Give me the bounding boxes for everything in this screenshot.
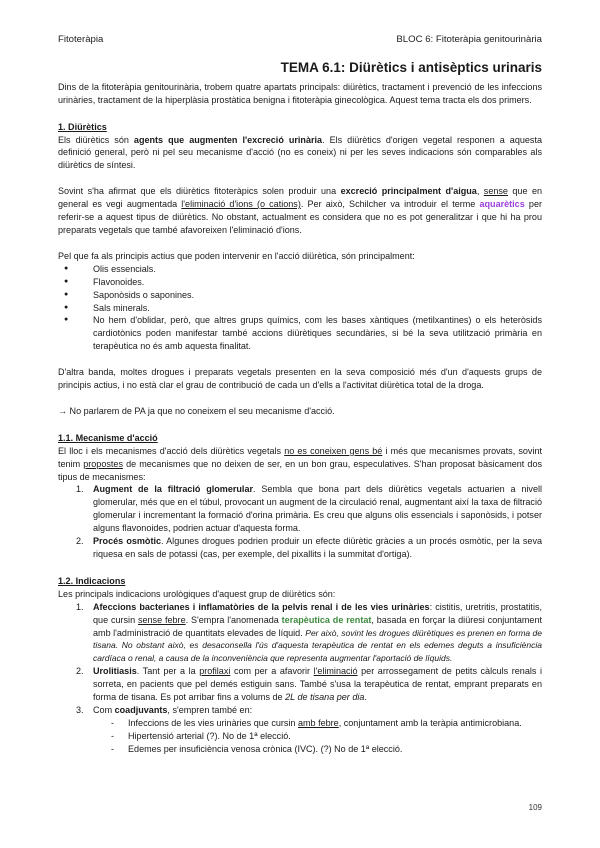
- text: Els diürètics són: [58, 134, 134, 145]
- text: com per a afavorir: [230, 666, 314, 677]
- bold-text: coadjuvants: [114, 704, 168, 715]
- bullet-list: [58, 263, 542, 353]
- text: i més que mecanismes provats, sovint tenim: [58, 445, 543, 469]
- text: . Tant per a la: [136, 666, 200, 677]
- list-item: [58, 483, 542, 535]
- text: : cistitis, uretritis, prostatitis, que cursin: [93, 601, 542, 625]
- bold-text: Urolitiasis: [93, 666, 137, 677]
- text: per arrossegament de petits càlculs renals i sorreta, en pacients que pel demés estiguin sans. També s'usa la terapèutica de rentat, emprant preparats en forma de tisana. Es pot arribar fins a volums de: [93, 666, 542, 703]
- list-item: ● Flavonoides.: [58, 276, 542, 289]
- list-item: [58, 535, 542, 561]
- text: . Sembla que bona part dels diürètics vegetals actuarien a nivell glomerular, més que en el túbul, provocant un augment de la circulació renal, augmentant així la taxa de filtració glomerular i incrementant la formació d'orina primària. Es creu que alguns olis essencials i saponòsids, i potser alguns flavonoides, podrien actuar d'aquesta forma.: [93, 484, 542, 534]
- paragraph-definition: [58, 134, 542, 173]
- text: de mecanismes que no deixen de ser, en un bon grau, especulatives. S'han proposat bàsicament dos tipus de mecanismes:: [58, 458, 542, 482]
- dash-list: [93, 717, 542, 756]
- paragraph-active-principles: Pel que fa als principis actius que poden intervenir en l'acció diürètica, són principalment:: [58, 250, 415, 261]
- text: , s'empren també en:: [167, 704, 253, 715]
- text: Com: [93, 704, 115, 715]
- page-title: TEMA 6.1: Diürètics i antisèptics urinaris: [280, 59, 542, 75]
- text: . Els diürètics d'origen vegetal responen a aquesta definició general, però ni pel seu mecanisme d'acció (no es coneix) ni per les seves indicacions són comparables als diürètics de síntesi.: [58, 134, 542, 171]
- page-header: [58, 34, 542, 47]
- highlight-aquaretics: aquarètics: [479, 199, 525, 210]
- paragraph-mechanism: [58, 445, 542, 484]
- indications-list: [58, 601, 542, 756]
- list-item: [93, 730, 542, 743]
- underlined-text: propostes: [83, 458, 123, 469]
- page-number: 109: [528, 803, 542, 812]
- item-number: 1.: [76, 484, 84, 495]
- paragraph-composition: D'altra banda, moltes drogues i preparats vegetals presenten en la seva composició més d'un d'aquests grups de principis actius, i no està clar el grau de contribució de cada un d'ells a l'activitat diürètica total de la droga.: [58, 367, 542, 391]
- text: , basada en forçar la diüresi conjuntament amb l'administració de quantitats elevades de líquid.: [93, 614, 542, 638]
- list-item: [58, 601, 542, 666]
- underlined-text: sense: [483, 186, 508, 197]
- list-item: ● Saponòsids o saponines.: [58, 289, 542, 302]
- text: Infeccions de les vies urinàries que cursin: [128, 717, 298, 728]
- text: per referir-se a aquest tipus de diürètics. No obstant, actualment es considera que no es pot generalitzar i que hi ha prou preparats vegetals que també afavoreixen l'eliminació d'ions.: [58, 199, 542, 235]
- item-number: 1.: [76, 601, 84, 612]
- bold-text: agents que augmenten l'excreció urinària: [133, 134, 323, 145]
- underlined-text: no es coneixen gens bé: [284, 445, 383, 456]
- mechanism-list: [58, 483, 542, 560]
- text: , conjuntament amb la teràpia antimicrobiana.: [338, 717, 522, 728]
- header-subject: Fitoteràpia: [58, 34, 104, 45]
- highlight-wash-therapy: terapèutica de rentat: [281, 614, 372, 625]
- italic-text: 2L de tisana per dia: [285, 692, 365, 703]
- list-item: ● No hem d'oblidar, però, que altres grups químics, com les bases xàntiques (metilxantines) o els heteròsids cardiotònics poden manifestar també accions diürètiques secundàries, si bé la seva utilització primària en terapèutica no és amb aquesta finalitat.: [58, 314, 542, 353]
- list-item: [58, 665, 542, 704]
- section-heading-indications: 1.2. Indicacions: [58, 575, 126, 586]
- bold-text: Procés osmòtic: [93, 536, 161, 547]
- list-item: [58, 704, 542, 756]
- item-number: 2.: [76, 666, 84, 677]
- list-item: [93, 717, 542, 730]
- intro-paragraph: Dins de la fitoteràpia genitourinària, trobem quatre apartats principals: diürètics, tractament i prevenció de les infeccions urinàries, tractament de la hiperplàsia prostàtica benigna i fitoteràpia ginecològica. Aquest tema tracta els dos primers.: [58, 81, 542, 105]
- paragraph-indications: Les principals indicacions urològiques d'aquest grup de diürètics són:: [58, 588, 336, 599]
- underlined-text: sense febre: [137, 614, 186, 625]
- bold-text: Afeccions bacterianes i inflamatòries de la pelvis renal i de les vies urinàries: [93, 601, 430, 612]
- text: Sovint s'ha afirmat que els diürètics fitoteràpics solen produir una: [58, 186, 341, 197]
- underlined-text: l'eliminació d'ions (o cations): [181, 199, 301, 210]
- list-item: [93, 743, 542, 756]
- header-block: BLOC 6: Fitoteràpia genitourinària: [396, 34, 542, 45]
- underlined-text: amb febre: [297, 717, 339, 728]
- text: Hipertensió arterial (?). No de 1ª elecció.: [128, 730, 291, 741]
- section-heading-mechanism: 1.1. Mecanisme d'acció: [58, 432, 158, 443]
- text: Edemes per insuficiència venosa crònica (IVC). (?) No de 1ª elecció.: [128, 743, 403, 754]
- text: .: [364, 692, 367, 703]
- text: que en general es vegi augmentada: [58, 186, 543, 210]
- underlined-text: l'eliminació: [313, 666, 358, 677]
- underlined-text: profilaxi: [199, 666, 231, 677]
- section-heading-diuretics: 1. Diürètics: [58, 121, 107, 132]
- text: ,: [476, 186, 484, 197]
- paragraph-note: → No parlarem de PA ja que no coneixem el seu mecanisme d'acció.: [58, 405, 335, 416]
- item-number: 2.: [76, 536, 84, 547]
- italic-note: Per això, sovint les drogues diürètiques es prenen en forma de tisana. No obstant això, es desaconsella l'ús d'aquesta terapèutica de rentat en els edemes deguts a insuficiència cardíaca o renal, a causa de la inconveniència que representa augmentar l'aportació de líquids.: [93, 627, 542, 664]
- bold-text: excreció principalment d'aigua: [340, 186, 477, 197]
- text: El lloc i els mecanismes d'acció dels diürètics vegetals: [58, 445, 285, 456]
- list-item: ● Olis essencials.: [58, 263, 542, 276]
- text: . S'empra l'anomenada: [185, 614, 282, 625]
- text: . Algunes drogues podrien produir un efecte diürètic gràcies a un procés osmòtic, per la seva riquesa en sals de potassi (cas, per exemple, del pixallits i la summitat d'ortiga).: [93, 536, 542, 559]
- text: . Per això, Schilcher va introduir el terme: [300, 199, 480, 210]
- list-item: ● Sals minerals.: [58, 302, 542, 315]
- item-number: 3.: [76, 704, 84, 715]
- paragraph-aquaretics: [58, 185, 542, 237]
- bold-text: Augment de la filtració glomerular: [93, 484, 253, 495]
